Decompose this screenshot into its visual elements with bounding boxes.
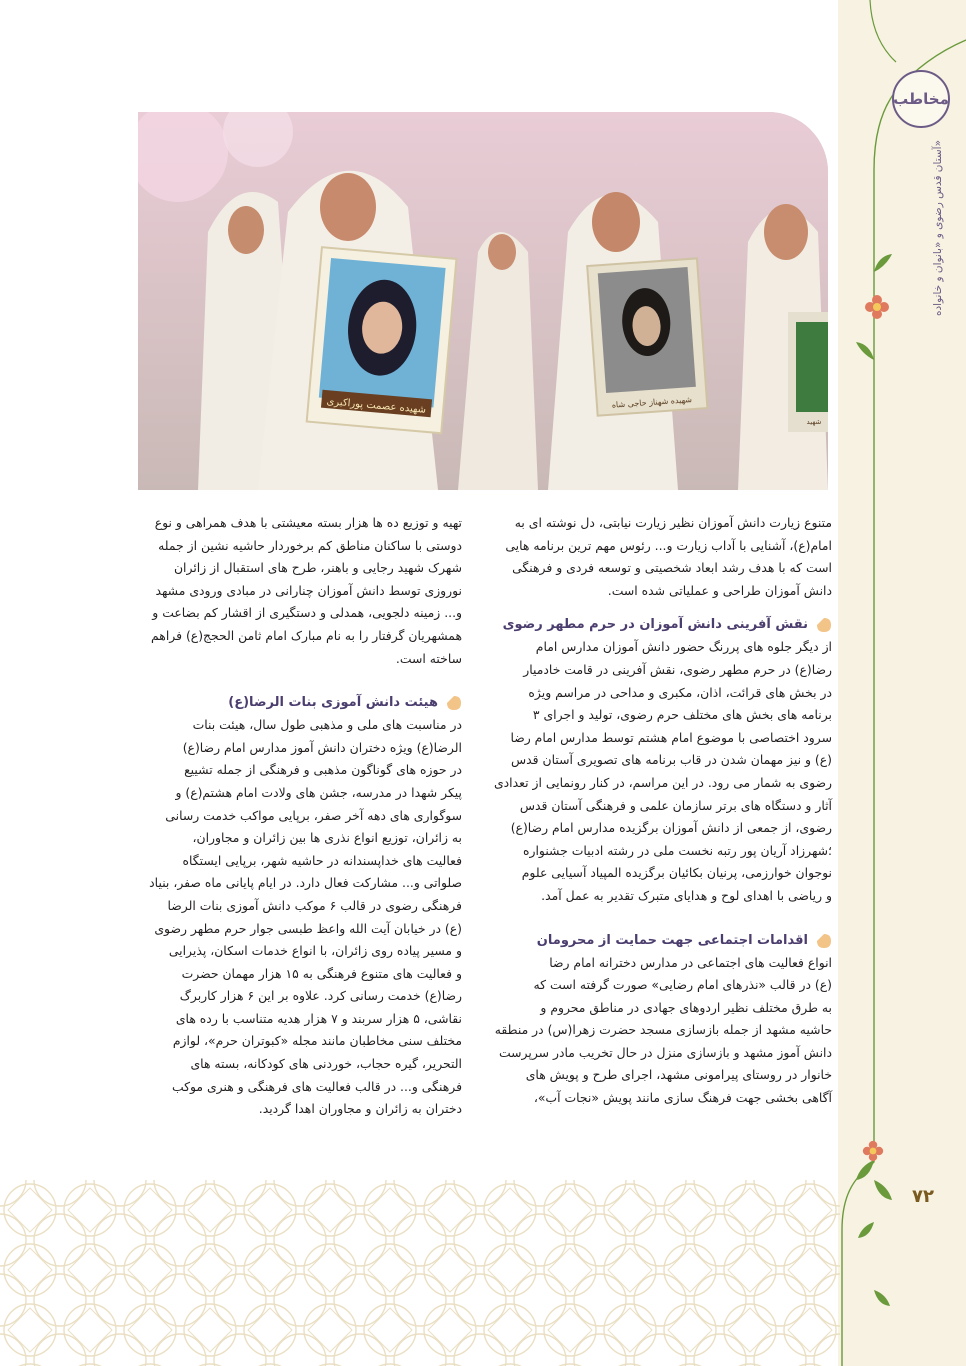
paragraph-line: سرود اختصاصی با موضوع امام هشتم توسط مدارس امام رضا bbox=[510, 729, 832, 745]
heading-bullet-icon bbox=[816, 617, 832, 633]
paragraph-line: (ع) در خیابان آیت الله واعظ طبسی جوار حرم مطهر رضوی bbox=[154, 920, 462, 936]
portrait-caption-right: شهیده شهناز حاجی شاه bbox=[611, 395, 693, 410]
flower-ornament-icon bbox=[864, 294, 890, 324]
heading-bullet-icon bbox=[446, 695, 462, 711]
section-heading-text: هیئت دانش آموزی بنات الرضا(ع) bbox=[228, 695, 438, 711]
paragraph-line: صلواتی و... مشارکت فعال دارد. در ایام پایانی ماه صفر، بنیاد bbox=[149, 875, 462, 891]
section-heading bbox=[484, 614, 832, 636]
paragraph-line: و ریاضی با اهدای لوح و هدایای متبرک تقدیر به عمل آمد. bbox=[541, 887, 832, 903]
logo-text: مخاطب bbox=[893, 89, 949, 108]
paragraph-line: به طرق مختلف نظیر اردوهای جهادی در مناطق محروم و bbox=[540, 999, 832, 1015]
text-column-right bbox=[484, 512, 832, 1110]
section-heading bbox=[132, 692, 462, 714]
paragraph-line: امام(ع)، آشنایی با آداب زیارت و... رئوس مهم ترین برنامه هایی bbox=[505, 537, 832, 553]
paragraph-line: رضوی، از جمعی از دانش آموزان برگزیده مدارس امام رضا(ع) bbox=[510, 820, 832, 836]
paragraph-line: رضا(ع) خدمت رسانی کرد. علاوه بر این ۶ هزار کاربرگ bbox=[179, 988, 462, 1004]
section-heading-text: اقدامات اجتماعی جهت حمایت از محرومان bbox=[536, 932, 808, 948]
portrait-caption-far-right: شهید bbox=[806, 418, 822, 426]
paragraph-line: ساخته است. bbox=[395, 650, 462, 666]
paragraph-line: حاشیه مشهد از جمله بازسازی مسجد حضرت زهرا(س) در منطقه bbox=[494, 1022, 832, 1038]
paragraph-line: ؛شهرزاد آریان پور رتبه نخست ملی در رشته ادبیات جشنواره bbox=[523, 842, 832, 858]
text-column-left bbox=[132, 512, 462, 1121]
bottom-geometric-ornament bbox=[0, 1180, 840, 1366]
paragraph-line: رضا(ع) در حرم مطهر رضوی، نقش آفرینی در قامت خادمیار bbox=[523, 661, 832, 677]
paragraph-line: دختران به زائران و مجاوران اهدا گردید. bbox=[258, 1101, 462, 1117]
paragraph-line: آثار و دستگاه های برتر سازمان علمی و فرهنگی آستان قدس bbox=[519, 797, 832, 813]
paragraph-line: است که با هدف رشد ابعاد شخصیتی و توسعه فردی و فرهنگی bbox=[512, 560, 832, 576]
paragraph-line: و فعالیت های متنوع فرهنگی به ۱۵ هزار مهمان حضرت bbox=[181, 965, 462, 981]
paragraph-line: (ع) در قالب «نذرهای امام رضایی» صورت گرفته است که bbox=[533, 977, 832, 993]
portrait-caption-left: شهیده عصمت پوراکبری bbox=[326, 396, 427, 416]
paragraph-line: برنامه های بخش های مختلف حرم رضوی، تولید و اجرای ۳ bbox=[532, 707, 832, 723]
section-heading-text: نقش آفرینی دانش آموزان در حرم مطهر رضوی bbox=[502, 617, 808, 633]
paragraph-line: فرهنگی و... در قالب فعالیت های فرهنگی و هنری موکب bbox=[171, 1078, 462, 1094]
students-photo bbox=[138, 112, 828, 490]
paragraph-line: فعالیت های خداپسندانه در حاشیه شهر، برپایی ایستگاه bbox=[182, 852, 462, 868]
photo-illustration bbox=[138, 112, 828, 490]
paragraph-line: متنوع زیارت دانش آموزان نظیر زیارت نیابتی، دل نوشته ای به bbox=[514, 515, 832, 530]
paragraph-line: شهرک شهید رجایی و باهنر، طرح های استقبال از زائران bbox=[173, 560, 462, 576]
section-heading bbox=[484, 930, 832, 952]
paragraph-line: الرضا(ع) ویژه دختران دانش آموز مدارس امام رضا(ع) bbox=[182, 739, 462, 755]
paragraph-line: دانش آموزان طراحی و عملیاتی شده است. bbox=[607, 582, 832, 598]
paragraph-line: تهیه و توزیع ده ها هزار بسته معیشتی با هدف همراهی و نوع bbox=[154, 515, 462, 530]
paragraph-line: مختلف سنی مخاطبان مانند مجله «کبوتران حرم»، لوازم bbox=[172, 1033, 462, 1049]
paragraph-line: در مناسبت های ملی و مذهبی طول سال، هیئت بنات bbox=[192, 717, 462, 733]
running-head: آستان قدس رضوی و «بانوان و خانواده» bbox=[932, 140, 944, 317]
paragraph-line: به زائران، توزیع انواع نذری ها بین زائران و مجاوران، bbox=[192, 830, 462, 846]
paragraph-line: نوجوان خوارزمی، پرنیان بکائیان برگزیده المپیاد آسیایی علوم bbox=[521, 865, 832, 881]
page-number: ۷۲ bbox=[912, 1186, 934, 1207]
paragraph-line: آگاهی بخشی جهت فرهنگ سازی مانند پویش «نجات آب»، bbox=[533, 1090, 832, 1106]
flower-ornament-icon bbox=[862, 1140, 884, 1166]
paragraph-line: پیکر شهدا در مدرسه، جشن های ولادت امام هشتم(ع) و bbox=[175, 784, 462, 800]
paragraph-line: در بخش های قرائت، اذان، مکبری و مداحی در مراسم ویژه bbox=[528, 684, 832, 700]
paragraph-line: و... زمینه دلجویی، همدلی و دستگیری از اقشار کم بضاعت و bbox=[152, 605, 462, 621]
paragraph-line: همشهریان گرفتار را به نام مبارک امام ثامن الحجج(ع) فراهم bbox=[151, 627, 462, 643]
paragraph-line: و مسیر پیاده روی زائران، با انواع خدمات اسکان، پذیرایی bbox=[168, 943, 462, 959]
paragraph-line: فرهنگی رضوی در قالب ۶ موکب دانش آموزی بنات الرضا bbox=[167, 897, 462, 913]
paragraph-line: از دیگر جلوه های پررنگ حضور دانش آموزان مدارس امام bbox=[535, 639, 832, 655]
paragraph-line: انواع فعالیت های اجتماعی در مدارس دخترانه امام رضا bbox=[549, 954, 832, 970]
paragraph-line: سوگواری های دهه آخر صفر، برپایی مواکب خدمت رسانی bbox=[165, 807, 462, 823]
paragraph-line: (ع) و نیز مهمان شدن در قاب برنامه های تصویری آستان قدس bbox=[511, 752, 832, 768]
paragraph-line: دانش آموز مشهد و بازسازی منزل در حال تخریب مادر سرپرست bbox=[498, 1044, 832, 1060]
paragraph-line: نقاشی، ۵ هزار سربند و ۷ هزار هدیه متناسب با رده های bbox=[175, 1010, 462, 1026]
paragraph-line: در حوزه های گوناگون مذهبی و فرهنگی از جمله تشییع bbox=[184, 762, 462, 778]
magazine-logo bbox=[892, 70, 950, 128]
paragraph-line: التحریر، گیره حجاب، خوردنی های کودکانه، بسته های bbox=[190, 1056, 462, 1072]
paragraph-line: دوستی با ساکنان مناطق کم برخوردار حاشیه نشین از جمله bbox=[158, 537, 462, 553]
paragraph-line: خانوار در روستای پیرامونی مشهد، اجرای طرح و پویش های bbox=[525, 1067, 832, 1083]
heading-bullet-icon bbox=[816, 933, 832, 949]
paragraph-line: نوروزی توسط دانش آموزان چنارانی در مبادی ورودی مشهد bbox=[155, 582, 462, 598]
paragraph-line: رضوی به شمار می رود. در این مراسم، در کنار رونمایی از تعدادی bbox=[493, 774, 832, 790]
